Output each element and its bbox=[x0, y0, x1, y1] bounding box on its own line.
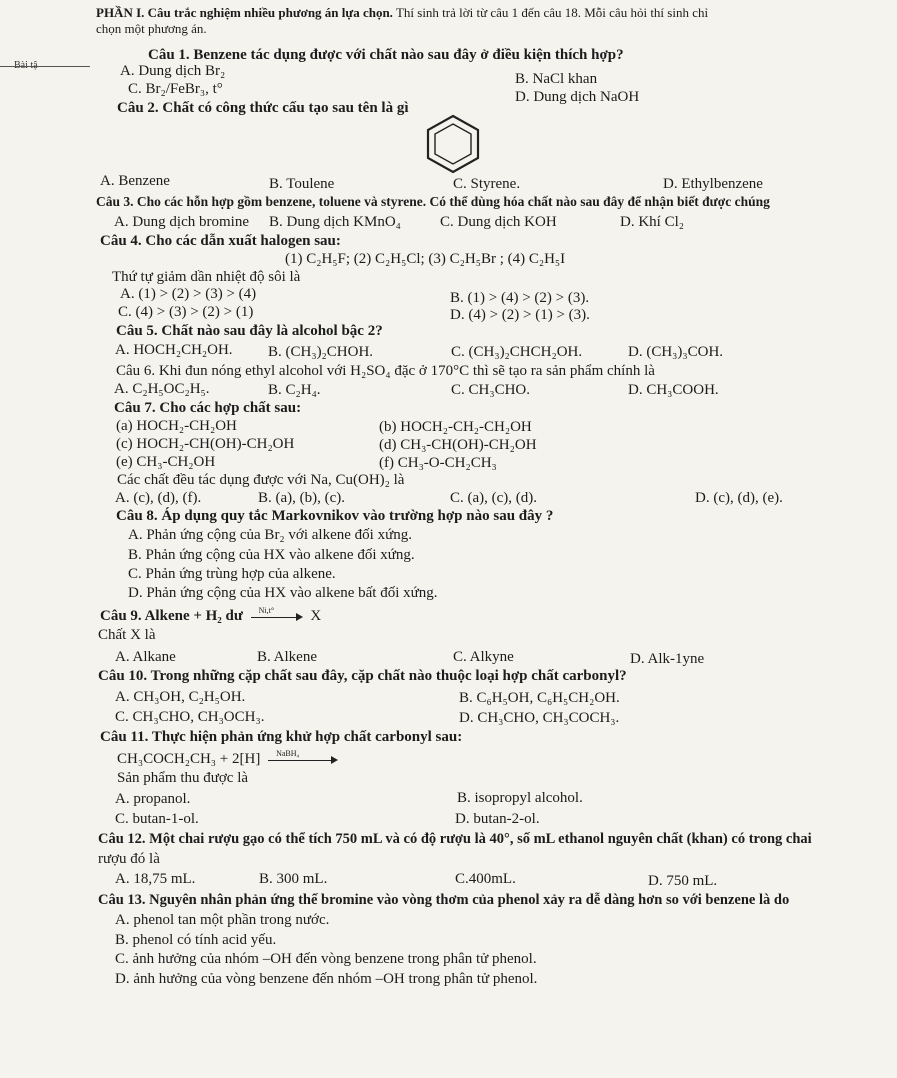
q10-option-a[interactable]: A. CH₃OH, C₂H₅OH. bbox=[115, 689, 246, 705]
q5-stem: Câu 5. Chất nào sau đây là alcohol bậc 2? bbox=[116, 323, 383, 339]
q7-compound-f: (f) CH₃-O-CH₂CH₃ bbox=[379, 455, 497, 471]
q13-stem: Câu 13. Nguyên nhân phản ứng thế bromine vào vòng thơm của phenol xảy ra dễ dàng hơn so với benzene là do bbox=[98, 892, 790, 908]
q4-stem: Câu 4. Cho các dẫn xuất halogen sau: bbox=[100, 233, 341, 249]
q6-option-c[interactable]: C. CH₃CHO. bbox=[451, 382, 530, 398]
q13-option-a[interactable]: A. phenol tan một phần trong nước. bbox=[115, 912, 330, 928]
q2-option-d[interactable]: D. Ethylbenzene bbox=[663, 176, 763, 192]
q9-reaction-arrow bbox=[251, 605, 303, 622]
q6-option-a[interactable]: A. C₂H₅OC₂H₅. bbox=[114, 381, 210, 397]
q13-option-c[interactable]: C. ảnh hưởng của nhóm –OH đến vòng benzene trong phân tử phenol. bbox=[115, 951, 537, 967]
q10-stem: Câu 10. Trong những cặp chất sau đây, cặp chất nào thuộc loại hợp chất carbonyl? bbox=[98, 668, 627, 684]
q3-option-d[interactable]: D. Khí Cl₂ bbox=[620, 214, 684, 230]
q9-option-a[interactable]: A. Alkane bbox=[115, 649, 176, 665]
q7-compound-b: (b) HOCH₂-CH₂-CH₂OH bbox=[379, 419, 532, 435]
q9-option-c[interactable]: C. Alkyne bbox=[453, 649, 514, 665]
q9-catalyst: Ni,t° bbox=[258, 605, 275, 615]
q7-stem: Câu 7. Cho các hợp chất sau: bbox=[114, 400, 302, 416]
q6-option-b[interactable]: B. C₂H₄. bbox=[268, 382, 321, 398]
q8-option-c[interactable]: C. Phản ứng trùng hợp của alkene. bbox=[128, 566, 336, 582]
q1-option-b[interactable]: B. NaCl khan bbox=[515, 71, 598, 87]
q12-option-a[interactable]: A. 18,75 mL. bbox=[115, 871, 196, 887]
q11-option-b[interactable]: B. isopropyl alcohol. bbox=[457, 790, 583, 806]
q4-option-c[interactable]: C. (4) > (3) > (2) > (1) bbox=[118, 304, 254, 320]
q4-option-b[interactable]: B. (1) > (4) > (2) > (3). bbox=[450, 290, 590, 306]
q10-option-d[interactable]: D. CH₃CHO, CH₃COCH₃. bbox=[459, 710, 620, 726]
q12-option-c[interactable]: C.400mL. bbox=[455, 871, 516, 887]
q9-option-b[interactable]: B. Alkene bbox=[257, 649, 317, 665]
q7-option-b[interactable]: B. (a), (b), (c). bbox=[258, 490, 346, 506]
q5-option-b[interactable]: B. (CH₃)₂CHOH. bbox=[268, 344, 374, 360]
q2-option-a[interactable]: A. Benzene bbox=[100, 173, 170, 189]
q11-option-d[interactable]: D. butan-2-ol. bbox=[455, 811, 540, 827]
q7-compound-d: (d) CH₃-CH(OH)-CH₂OH bbox=[379, 437, 537, 453]
q3-option-a[interactable]: A. Dung dịch bromine bbox=[114, 214, 249, 230]
margin-divider bbox=[0, 66, 90, 67]
q11-reaction-arrow bbox=[268, 748, 338, 765]
q5-option-a[interactable]: A. HOCH₂CH₂OH. bbox=[115, 342, 233, 358]
q7-compound-e: (e) CH₃-CH₂OH bbox=[116, 454, 216, 470]
q2-option-c[interactable]: C. Styrene. bbox=[453, 176, 521, 192]
q10-option-b[interactable]: B. C₆H₅OH, C₆H₅CH₂OH. bbox=[459, 690, 620, 706]
instructions-line2: chọn một phương án. bbox=[96, 21, 207, 36]
q9-stem-2: Chất X là bbox=[98, 627, 156, 643]
margin-label: Bài tậ bbox=[14, 60, 38, 71]
q8-option-a[interactable]: A. Phản ứng cộng của Br₂ với alkene đối xứng. bbox=[128, 527, 412, 543]
q7-prompt: Các chất đều tác dụng được với Na, Cu(OH)₂ là bbox=[117, 472, 405, 488]
q10-option-c[interactable]: C. CH₃CHO, CH₃OCH₃. bbox=[115, 709, 265, 725]
q6-option-d[interactable]: D. CH₃COOH. bbox=[628, 382, 719, 398]
instructions-line1: Thí sinh trả lời từ câu 1 đến câu 18. Mỗi câu hỏi thí sinh chỉ bbox=[392, 5, 709, 20]
q4-option-d[interactable]: D. (4) > (2) > (1) > (3). bbox=[450, 307, 590, 323]
q8-option-d[interactable]: D. Phản ứng cộng của HX vào alkene bất đối xứng. bbox=[128, 585, 438, 601]
q5-option-d[interactable]: D. (CH₃)₃COH. bbox=[628, 344, 724, 360]
q2-option-b[interactable]: B. Toulene bbox=[269, 176, 335, 192]
q3-option-b[interactable]: B. Dung dịch KMnO₄ bbox=[269, 214, 401, 230]
q5-option-c[interactable]: C. (CH₃)₂CHCH₂OH. bbox=[451, 344, 583, 360]
q2-stem: Câu 2. Chất có công thức cấu tạo sau tên là gì bbox=[117, 100, 409, 116]
q12-option-d[interactable]: D. 750 mL. bbox=[648, 873, 718, 889]
q13-option-d[interactable]: D. ảnh hưởng của vòng benzene đến nhóm –OH trong phân tử phenol. bbox=[115, 971, 538, 987]
q4-option-a[interactable]: A. (1) > (2) > (3) > (4) bbox=[120, 286, 257, 302]
q11-option-a[interactable]: A. propanol. bbox=[115, 791, 191, 807]
q4-order-prompt: Thứ tự giảm dần nhiệt độ sôi là bbox=[112, 269, 301, 285]
q1-option-a[interactable]: A. Dung dịch Br₂ bbox=[120, 63, 226, 79]
q4-halide-list: (1) C₂H₅F; (2) C₂H₅Cl; (3) C₂H₅Br ; (4) C₂H₅I bbox=[285, 251, 566, 267]
q7-compound-c: (c) HOCH₂-CH(OH)-CH₂OH bbox=[116, 436, 295, 452]
q12-option-b[interactable]: B. 300 mL. bbox=[259, 871, 328, 887]
q11-reagent: NaBH₄ bbox=[276, 748, 300, 758]
q12-stem: Câu 12. Một chai rượu gạo có thể tích 750 mL và có độ rượu là 40°, số mL ethanol nguyên chất (khan) có trong chai bbox=[98, 831, 812, 847]
q1-stem: Câu 1. Benzene tác dụng được với chất nào sau đây ở điều kiện thích hợp? bbox=[148, 47, 624, 63]
q7-option-c[interactable]: C. (a), (c), (d). bbox=[450, 490, 538, 506]
q11-reaction: CH₃COCH₂CH₃ + 2[H] bbox=[117, 751, 261, 767]
q9-option-d[interactable]: D. Alk-1yne bbox=[630, 651, 705, 667]
q11-stem: Câu 11. Thực hiện phản ứng khử hợp chất carbonyl sau: bbox=[100, 729, 463, 745]
q8-stem: Câu 8. Áp dụng quy tắc Markovnikov vào trường hợp nào sau đây ? bbox=[116, 508, 554, 524]
q1-option-c[interactable]: C. Br₂/FeBr₃, t° bbox=[128, 81, 223, 97]
q3-option-c[interactable]: C. Dung dịch KOH bbox=[440, 214, 557, 230]
q9-product: X bbox=[310, 608, 322, 624]
q9-stem: Câu 9. Alkene + H₂ dư bbox=[100, 608, 243, 624]
q11-product-prompt: Sản phẩm thu được là bbox=[117, 770, 249, 786]
q7-option-a[interactable]: A. (c), (d), (f). bbox=[115, 490, 202, 506]
part-title: PHẦN I. Câu trắc nghiệm nhiều phương án lựa chọn. bbox=[96, 5, 393, 20]
q11-option-c[interactable]: C. butan-1-ol. bbox=[115, 811, 199, 827]
q8-option-b[interactable]: B. Phản ứng cộng của HX vào alkene đối xứng. bbox=[128, 547, 415, 563]
q12-stem-2: rượu đó là bbox=[98, 851, 160, 867]
q7-option-d[interactable]: D. (c), (d), (e). bbox=[695, 490, 783, 506]
q6-stem: Câu 6. Khi đun nóng ethyl alcohol với H₂SO₄ đặc ở 170°C thì sẽ tạo ra sản phẩm chính là bbox=[116, 363, 655, 379]
q7-compound-a: (a) HOCH₂-CH₂OH bbox=[116, 418, 237, 434]
q13-option-b[interactable]: B. phenol có tính acid yếu. bbox=[115, 932, 277, 948]
styrene-structure-diagram bbox=[418, 112, 488, 176]
q1-option-d[interactable]: D. Dung dịch NaOH bbox=[515, 89, 640, 105]
q3-stem: Câu 3. Cho các hỗn hợp gồm benzene, toluene và styrene. Có thể dùng hóa chất nào sau đây để nhận biết được chúng bbox=[96, 194, 770, 209]
